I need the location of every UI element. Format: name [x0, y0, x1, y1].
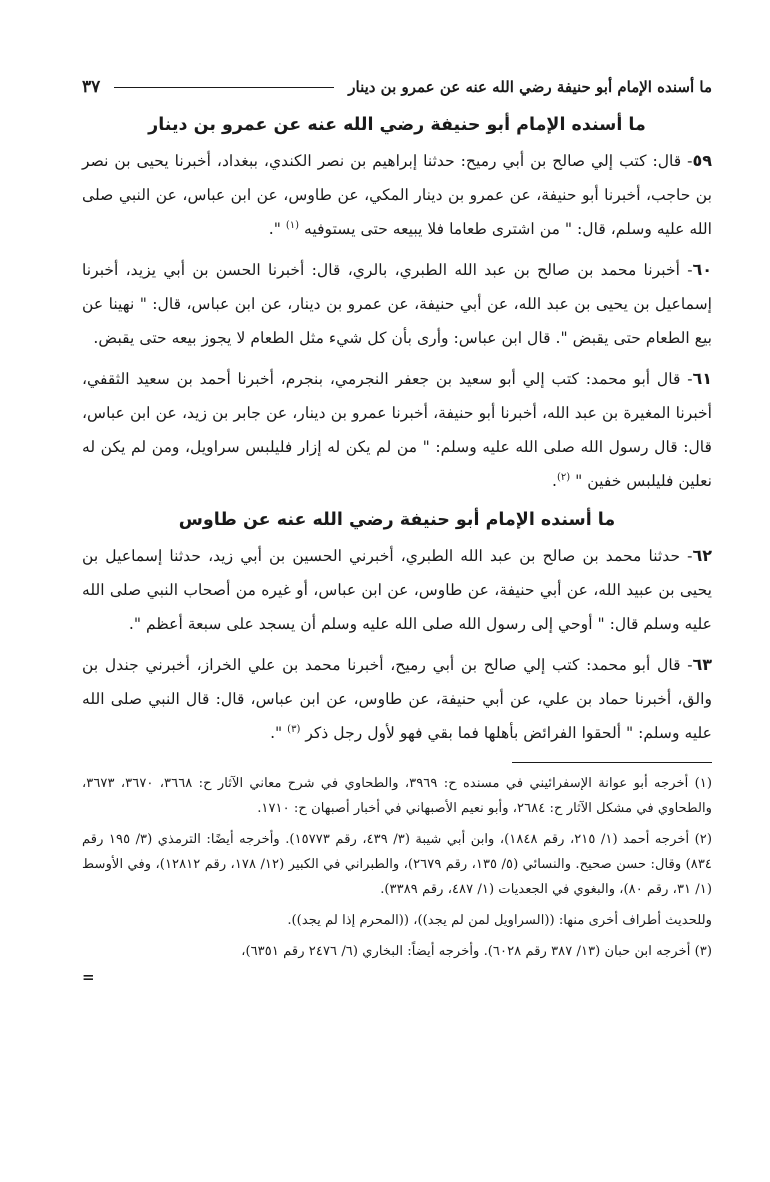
- hadith-number: ٦٢: [692, 546, 712, 565]
- hadith-text-end: .: [552, 472, 558, 490]
- hadith-number: ٦٠: [692, 260, 712, 279]
- hadith-60: [82, 253, 712, 355]
- hadith-61: [82, 362, 712, 498]
- hadith-number: ٦١: [692, 369, 712, 388]
- hadith-text-end: ".: [270, 724, 283, 742]
- continuation-mark: =: [82, 968, 95, 986]
- hadith-number: ٥٩: [692, 151, 712, 170]
- hadith-text: - قال أبو محمد: كتب إلي صالح بن أبي رميح، أخبرنا محمد بن علي الخراز، أخبرني جندل بن والق، أخبرنا حماد بن علي، عن أبي حنيفة، عن طاوس، عن ابن عباس، قال: قال النبي صلى الله عليه وسلم: " ألحقوا الفرائض بأهلها فما بقي فهو لأول رجل ذكر: [82, 656, 712, 742]
- hadith-text: - قال أبو محمد: كتب إلي أبو سعيد بن جعفر النجرمي، بنجرم، أخبرنا أحمد بن سعيد الثقفي، أخبرنا المغيرة بن عبد الله، أخبرنا أبو حنيفة، أخبرنا عمرو بن دينار، عن جابر بن زيد، عن ابن عباس، قال: قال رسول الله صلى الله عليه وسلم: " من لم يكن له إزار فليلبس سراويل، ومن لم يكن له نعلين فليلبس خفين ": [82, 370, 712, 490]
- footnote-2-continuation: وللحديث أطراف أخرى منها: ((السراويل لمن لم يجد))، ((المحرم إذا لم يجد)).: [287, 913, 712, 928]
- hadith-59: [82, 144, 712, 246]
- hadith-63: [82, 648, 712, 750]
- hadith-text-end: ".: [268, 220, 281, 238]
- hadith-text: - حدثنا محمد بن صالح بن عبد الله الطبري، أخبرني الحسين بن أبي زيد، حدثنا إسماعيل بن يحيى بن عبيد الله، عن أبي حنيفة، عن طاوس، عن ابن عباس، أو غيره من أصحاب النبي صلى الله عليه وسلم قال: " أوحي إلى رسول الله صلى الله عليه وسلم أن يسجد على سبعة أعظم ".: [82, 547, 712, 633]
- footnote-1: (١) أخرجه أبو عوانة الإسفرائيني في مسنده ح: ٣٩٦٩، والطحاوي في شرح معاني الآثار ح: ٣٦٦٨، ٣٦٧٠، ٣٦٧٣، والطحاوي في مشكل الآثار ح: ٢٦٨٤، وأبو نعيم الأصبهاني في أخبار أصبهان ح: ١٧١٠.: [82, 776, 712, 816]
- running-header: [82, 70, 712, 104]
- running-title: ما أسنده الإمام أبو حنيفة رضي الله عنه عن عمرو بن دينار: [348, 78, 712, 96]
- book-page: [82, 70, 712, 986]
- footnote-ref: (٢): [557, 471, 571, 483]
- hadith-62: [82, 539, 712, 641]
- footnote-ref: (٣): [287, 723, 301, 735]
- section-heading: ما أسنده الإمام أبو حنيفة رضي الله عنه عن طاوس: [178, 510, 616, 530]
- section-heading: ما أسنده الإمام أبو حنيفة رضي الله عنه عن عمرو بن دينار: [148, 115, 646, 135]
- footnote-separator: [512, 762, 712, 763]
- footnote-2: (٢) أخرجه أحمد (١/ ٢١٥، رقم ١٨٤٨)، وابن أبي شيبة (٣/ ٤٣٩، رقم ١٥٧٧٣). وأخرجه أيضًا: الترمذي (٣/ ١٩٥ رقم ٨٣٤) وقال: حسن صحيح. والنسائي (٥/ ١٣٥، رقم ٢٦٧٩)، والطبراني في الكبير (١٢/ ١٧٨، رقم ١٢٨١٢)، وفي الأوسط (١/ ٣١، رقم ٨٠)، والبغوي في الجعديات (١/ ٤٨٧، رقم ٣٣٨٩).: [82, 832, 713, 897]
- hadith-text: - قال: كتب إلي صالح بن أبي رميح: حدثنا إبراهيم بن نصر الكندي، ببغداد، أخبرنا يحيى بن نصر بن حاجب، أخبرنا أبو حنيفة، عن عمرو بن دينار المكي، عن طاوس، عن ابن عباس، عن النبي صلى الله عليه وسلم، قال: " من اشترى طعاما فلا يبيعه حتى يستوفيه: [82, 152, 712, 238]
- hadith-number: ٦٣: [692, 655, 712, 674]
- footnote-3: (٣) أخرجه ابن حبان (١٣/ ٣٨٧ رقم ٦٠٢٨). وأخرجه أيضاً: البخاري (٦/ ٢٤٧٦ رقم ٦٣٥١)،: [241, 944, 712, 959]
- hadith-text: - أخبرنا محمد بن صالح بن عبد الله الطبري، بالري، قال: أخبرنا الحسن بن أبي يزيد، أخبرنا إسماعيل بن يحيى بن عبد الله، عن أبي حنيفة، عن عمرو بن دينار، عن ابن عباس، قال: " نهينا عن بيع الطعام حتى يقبض ". قال ابن عباس: وأرى بأن كل شيء مثل الطعام لا يجوز بيعه حتى يقبض.: [82, 261, 712, 347]
- footnote-ref: (١): [285, 219, 300, 231]
- page-number: ٣٧: [82, 77, 101, 97]
- header-rule: [114, 87, 334, 88]
